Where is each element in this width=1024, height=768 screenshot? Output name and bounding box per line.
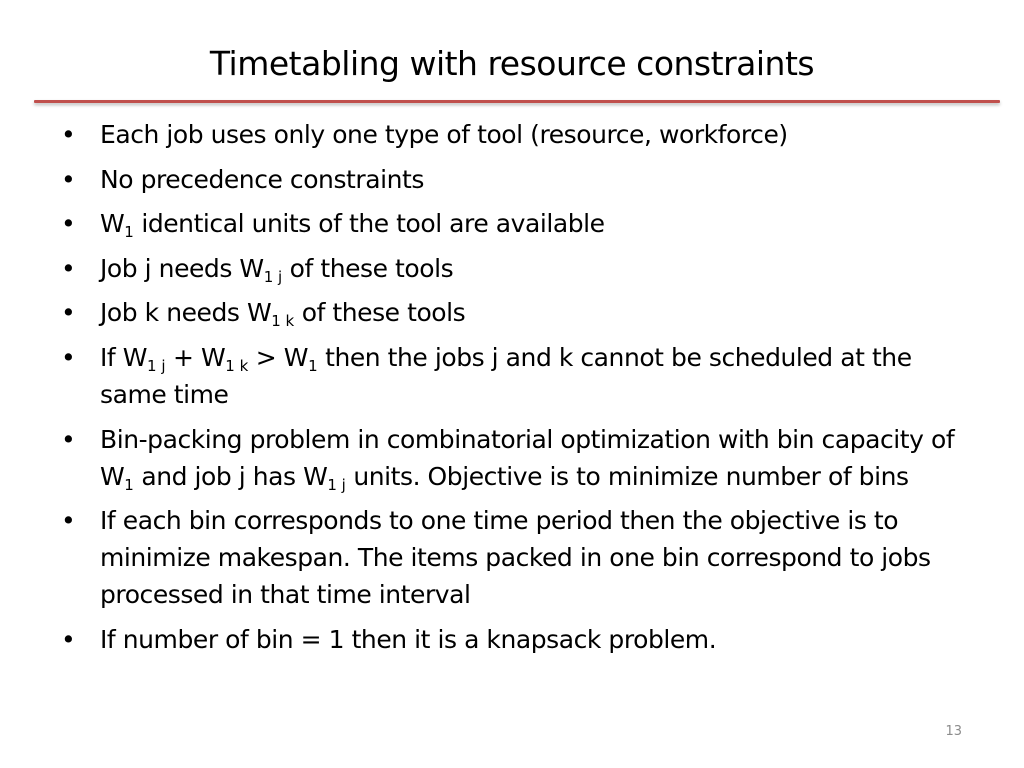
bullet-dot-icon: •: [61, 164, 76, 194]
bullet-text: Bin-packing problem in combinatorial optimization with bin capacity of W: [100, 424, 955, 491]
subscript: 1 k: [271, 312, 295, 331]
bullet-item: [61, 339, 961, 413]
bullet-dot-icon: •: [61, 253, 76, 283]
bullet-text: of these tools: [294, 298, 466, 328]
bullet-text: W: [100, 209, 125, 239]
bullet-item: [61, 205, 961, 242]
bullet-text: No precedence constraints: [100, 164, 424, 194]
bullet-dot-icon: •: [61, 342, 76, 372]
subscript: 1: [124, 475, 134, 494]
bullet-item: [61, 621, 961, 658]
bullet-item: [61, 421, 961, 495]
bullet-text: Job j needs W: [100, 253, 264, 283]
bullet-item: [61, 502, 961, 613]
bullet-text: and job j has W: [133, 461, 328, 491]
bullet-text: If each bin corresponds to one time period then the objective is to minimize makespan. The items packed in one bin correspond to jobs processed in that time interval: [100, 506, 931, 610]
bullet-text: If number of bin = 1 then it is a knapsack problem.: [100, 624, 717, 654]
bullet-text: Each job uses only one type of tool (resource, workforce): [100, 120, 788, 149]
bullet-item: [61, 161, 961, 198]
bullet-text: of these tools: [282, 253, 454, 283]
slide-title: Timetabling with resource constraints: [209, 44, 815, 83]
bullet-text: > W: [248, 342, 309, 372]
bullet-item: [61, 116, 961, 153]
bullet-text: If W: [100, 342, 148, 372]
title-divider: [34, 100, 1000, 103]
bullet-text: identical units of the tool are available: [133, 209, 605, 239]
subscript: 1 j: [327, 475, 346, 494]
bullet-text: Job k needs W: [100, 298, 272, 328]
bullet-text: units. Objective is to minimize number of bins: [345, 461, 909, 491]
subscript: 1 j: [263, 267, 283, 286]
subscript: 1 k: [225, 356, 249, 375]
subscript: 1: [124, 223, 134, 242]
bullet-list: [61, 116, 961, 665]
bullet-dot-icon: •: [61, 209, 76, 239]
page-number: 13: [945, 724, 962, 739]
bullet-dot-icon: •: [61, 120, 76, 149]
bullet-dot-icon: •: [61, 424, 76, 454]
bullet-text: then the jobs j and k cannot be scheduled at the same time: [100, 342, 912, 409]
bullet-item: [61, 250, 961, 287]
subscript: 1 j: [147, 356, 166, 375]
bullet-text: + W: [165, 342, 226, 372]
subscript: 1: [308, 356, 318, 375]
bullet-dot-icon: •: [61, 298, 76, 328]
bullet-item: [61, 294, 961, 331]
bullet-dot-icon: •: [61, 624, 76, 654]
bullet-dot-icon: •: [61, 506, 76, 536]
